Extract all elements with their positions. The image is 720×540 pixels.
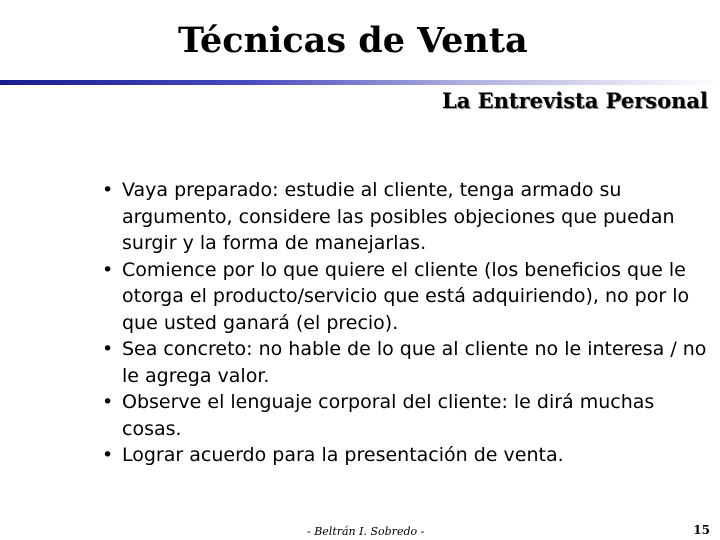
bullet-text: Observe el lenguaje corporal del cliente: le dirá muchas cosas. — [122, 391, 655, 440]
bullet-item — [95, 257, 710, 337]
bullet-item — [95, 336, 710, 389]
page-number: 15 — [693, 523, 710, 537]
slide-subtitle: La Entrevista Personal — [441, 88, 708, 113]
bullet-text: Sea concreto: no hable de lo que al cliente no le interesa / no le agrega valor. — [122, 338, 707, 387]
bullet-icon: • — [102, 338, 114, 360]
bullet-text: Lograr acuerdo para la presentación de venta. — [122, 444, 564, 466]
bullet-icon: • — [102, 179, 114, 201]
bullet-icon: • — [102, 444, 114, 466]
bullet-item — [95, 389, 710, 442]
bullet-text: Comience por lo que quiere el cliente (los beneficios que le otorga el producto/servicio que está adquiriendo), no por lo que usted ganará (el precio). — [122, 258, 690, 334]
bullet-item — [95, 442, 710, 469]
bullet-list — [95, 177, 710, 469]
footer-author: - Beltrán I. Sobredo - — [307, 525, 425, 538]
bullet-icon: • — [102, 258, 114, 281]
bullet-item — [95, 177, 710, 257]
bullet-icon: • — [102, 391, 114, 413]
title-divider — [0, 80, 720, 85]
slide-title: Técnicas de Venta — [178, 20, 528, 61]
bullet-text: Vaya preparado: estudie al cliente, tenga armado su argumento, considere las posibles objeciones que puedan surgir y la forma de manejarlas. — [122, 179, 675, 254]
